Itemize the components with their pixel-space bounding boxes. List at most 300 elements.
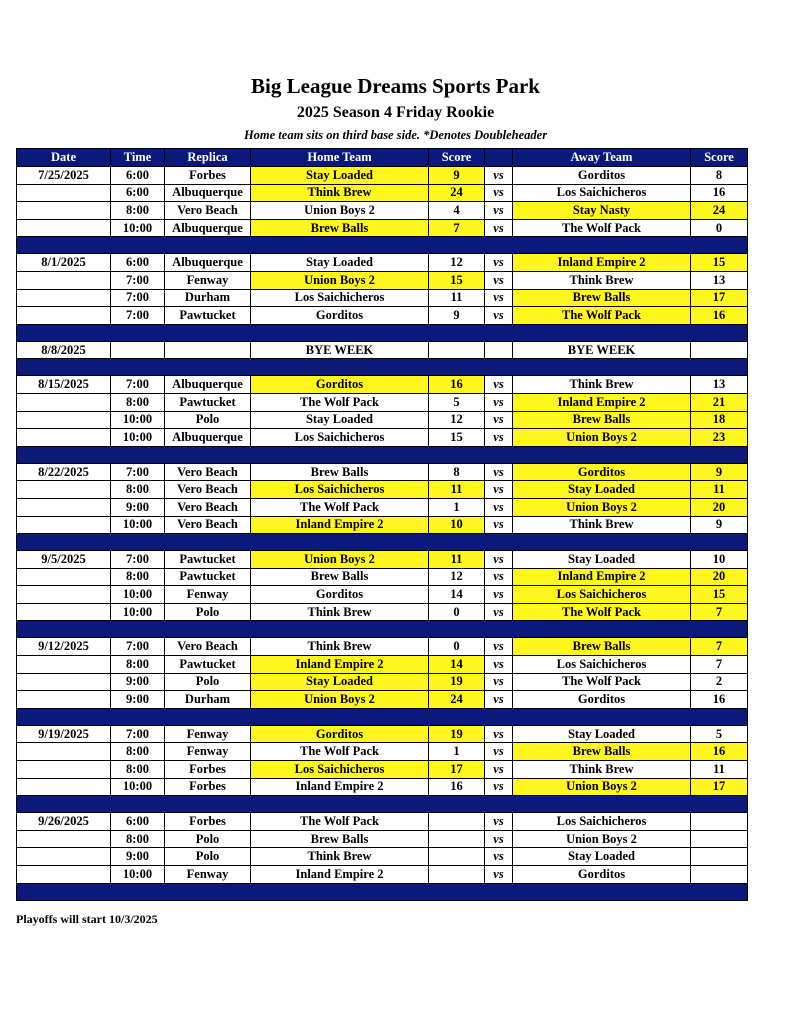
week-separator <box>17 883 748 900</box>
header-home-team: Home Team <box>251 149 429 167</box>
time-cell: 8:00 <box>111 830 165 848</box>
away-team-cell: Los Saichicheros <box>513 813 691 831</box>
away-team-cell: The Wolf Pack <box>513 603 691 621</box>
away-score-cell: 9 <box>691 516 748 534</box>
date-cell <box>17 481 111 499</box>
vs-cell: vs <box>485 778 513 796</box>
game-row <box>17 254 748 272</box>
home-score-cell: 24 <box>429 691 485 709</box>
away-score-cell: 11 <box>691 481 748 499</box>
home-team-cell: Los Saichicheros <box>251 761 429 779</box>
home-team-cell: Inland Empire 2 <box>251 656 429 674</box>
home-team-cell: BYE WEEK <box>251 341 429 359</box>
time-cell: 10:00 <box>111 586 165 604</box>
header-home-score: Score <box>429 149 485 167</box>
game-row <box>17 551 748 569</box>
away-score-cell: 8 <box>691 167 748 185</box>
home-score-cell: 16 <box>429 778 485 796</box>
vs-cell: vs <box>485 307 513 325</box>
date-cell <box>17 848 111 866</box>
page-title: Big League Dreams Sports Park <box>251 74 540 98</box>
time-cell: 7:00 <box>111 376 165 394</box>
vs-cell: vs <box>485 586 513 604</box>
vs-cell: vs <box>485 516 513 534</box>
away-score-cell: 13 <box>691 376 748 394</box>
game-row <box>17 778 748 796</box>
replica-cell: Vero Beach <box>165 481 251 499</box>
date-cell: 8/8/2025 <box>17 341 111 359</box>
game-row <box>17 743 748 761</box>
away-score-cell: 20 <box>691 498 748 516</box>
replica-cell: Fenway <box>165 586 251 604</box>
separator-cell <box>17 534 748 551</box>
date-cell: 8/1/2025 <box>17 254 111 272</box>
game-row <box>17 498 748 516</box>
time-cell: 9:00 <box>111 498 165 516</box>
replica-cell: Polo <box>165 673 251 691</box>
game-row <box>17 307 748 325</box>
home-score-cell: 15 <box>429 429 485 447</box>
time-cell: 8:00 <box>111 568 165 586</box>
away-score-cell: 11 <box>691 761 748 779</box>
vs-cell: vs <box>485 219 513 237</box>
game-row <box>17 202 748 220</box>
date-cell <box>17 271 111 289</box>
game-row <box>17 411 748 429</box>
away-team-cell: Stay Loaded <box>513 481 691 499</box>
time-cell: 8:00 <box>111 481 165 499</box>
vs-cell: vs <box>485 551 513 569</box>
date-cell <box>17 516 111 534</box>
away-score-cell: 13 <box>691 271 748 289</box>
vs-cell: vs <box>485 848 513 866</box>
game-row <box>17 184 748 202</box>
vs-cell: vs <box>485 866 513 884</box>
home-team-cell: Los Saichicheros <box>251 481 429 499</box>
date-cell <box>17 429 111 447</box>
away-score-cell <box>691 830 748 848</box>
away-team-cell: Stay Loaded <box>513 551 691 569</box>
date-cell: 9/12/2025 <box>17 638 111 656</box>
game-row <box>17 603 748 621</box>
game-row <box>17 463 748 481</box>
game-row <box>17 866 748 884</box>
home-score-cell <box>429 830 485 848</box>
game-row <box>17 761 748 779</box>
game-row <box>17 289 748 307</box>
header-away-team: Away Team <box>513 149 691 167</box>
week-separator <box>17 534 748 551</box>
vs-cell: vs <box>485 673 513 691</box>
week-separator <box>17 796 748 813</box>
time-cell: 9:00 <box>111 848 165 866</box>
game-row <box>17 516 748 534</box>
header-replica: Replica <box>165 149 251 167</box>
away-score-cell: 7 <box>691 656 748 674</box>
home-team-cell: Brew Balls <box>251 568 429 586</box>
away-team-cell: Gorditos <box>513 463 691 481</box>
replica-cell: Polo <box>165 603 251 621</box>
away-team-cell: Think Brew <box>513 761 691 779</box>
vs-cell: vs <box>485 761 513 779</box>
header-away-score: Score <box>691 149 748 167</box>
away-team-cell: The Wolf Pack <box>513 307 691 325</box>
away-team-cell: Union Boys 2 <box>513 498 691 516</box>
home-team-cell: Brew Balls <box>251 463 429 481</box>
home-score-cell: 19 <box>429 673 485 691</box>
home-team-cell: Inland Empire 2 <box>251 516 429 534</box>
away-score-cell: 7 <box>691 638 748 656</box>
away-score-cell <box>691 848 748 866</box>
home-score-cell: 11 <box>429 551 485 569</box>
home-team-cell: Stay Loaded <box>251 254 429 272</box>
time-cell: 8:00 <box>111 202 165 220</box>
header-vs <box>485 149 513 167</box>
home-score-cell: 12 <box>429 254 485 272</box>
home-score-cell <box>429 866 485 884</box>
home-team-cell: Brew Balls <box>251 830 429 848</box>
replica-cell: Albuquerque <box>165 429 251 447</box>
vs-cell: vs <box>485 254 513 272</box>
home-score-cell <box>429 341 485 359</box>
vs-cell: vs <box>485 393 513 411</box>
date-cell <box>17 393 111 411</box>
time-cell: 10:00 <box>111 219 165 237</box>
replica-cell: Vero Beach <box>165 516 251 534</box>
vs-cell: vs <box>485 656 513 674</box>
home-team-cell: The Wolf Pack <box>251 498 429 516</box>
date-cell: 9/19/2025 <box>17 725 111 743</box>
time-cell: 8:00 <box>111 761 165 779</box>
replica-cell: Albuquerque <box>165 184 251 202</box>
home-team-cell: Union Boys 2 <box>251 551 429 569</box>
separator-cell <box>17 883 748 900</box>
home-team-cell: Los Saichicheros <box>251 289 429 307</box>
time-cell: 6:00 <box>111 184 165 202</box>
home-team-cell: Union Boys 2 <box>251 202 429 220</box>
replica-cell: Albuquerque <box>165 376 251 394</box>
time-cell: 7:00 <box>111 638 165 656</box>
separator-cell <box>17 621 748 638</box>
replica-cell: Fenway <box>165 271 251 289</box>
time-cell: 6:00 <box>111 167 165 185</box>
replica-cell: Fenway <box>165 725 251 743</box>
home-score-cell: 4 <box>429 202 485 220</box>
header-row <box>17 149 748 167</box>
away-score-cell: 10 <box>691 551 748 569</box>
home-score-cell: 0 <box>429 603 485 621</box>
vs-cell: vs <box>485 202 513 220</box>
home-team-cell: The Wolf Pack <box>251 393 429 411</box>
home-score-cell: 7 <box>429 219 485 237</box>
away-score-cell: 16 <box>691 307 748 325</box>
home-score-cell: 14 <box>429 656 485 674</box>
game-row <box>17 341 748 359</box>
time-cell: 7:00 <box>111 289 165 307</box>
replica-cell: Polo <box>165 848 251 866</box>
home-score-cell <box>429 848 485 866</box>
home-team-cell: Think Brew <box>251 848 429 866</box>
date-cell <box>17 202 111 220</box>
away-team-cell: Los Saichicheros <box>513 586 691 604</box>
replica-cell: Vero Beach <box>165 498 251 516</box>
replica-cell: Durham <box>165 289 251 307</box>
home-score-cell: 10 <box>429 516 485 534</box>
away-team-cell: Inland Empire 2 <box>513 393 691 411</box>
away-team-cell: Gorditos <box>513 866 691 884</box>
date-cell <box>17 656 111 674</box>
time-cell: 8:00 <box>111 743 165 761</box>
home-team-cell: Gorditos <box>251 725 429 743</box>
time-cell: 7:00 <box>111 725 165 743</box>
home-team-cell: The Wolf Pack <box>251 743 429 761</box>
away-score-cell: 17 <box>691 778 748 796</box>
replica-cell: Fenway <box>165 743 251 761</box>
away-team-cell: Union Boys 2 <box>513 778 691 796</box>
date-cell <box>17 586 111 604</box>
home-score-cell: 15 <box>429 271 485 289</box>
time-cell: 8:00 <box>111 393 165 411</box>
home-team-cell: The Wolf Pack <box>251 813 429 831</box>
home-score-cell: 9 <box>429 167 485 185</box>
replica-cell: Pawtucket <box>165 393 251 411</box>
away-team-cell: Brew Balls <box>513 411 691 429</box>
week-separator <box>17 324 748 341</box>
away-score-cell: 9 <box>691 463 748 481</box>
vs-cell: vs <box>485 743 513 761</box>
time-cell: 10:00 <box>111 866 165 884</box>
home-score-cell: 8 <box>429 463 485 481</box>
away-team-cell: The Wolf Pack <box>513 673 691 691</box>
date-cell: 8/15/2025 <box>17 376 111 394</box>
date-cell <box>17 691 111 709</box>
home-team-cell: Think Brew <box>251 603 429 621</box>
game-row <box>17 167 748 185</box>
time-cell: 8:00 <box>111 656 165 674</box>
away-score-cell: 23 <box>691 429 748 447</box>
away-score-cell: 21 <box>691 393 748 411</box>
game-row <box>17 568 748 586</box>
replica-cell: Albuquerque <box>165 219 251 237</box>
replica-cell: Polo <box>165 830 251 848</box>
time-cell: 7:00 <box>111 463 165 481</box>
vs-cell: vs <box>485 481 513 499</box>
date-cell <box>17 830 111 848</box>
away-team-cell: Stay Loaded <box>513 848 691 866</box>
time-cell: 10:00 <box>111 603 165 621</box>
game-row <box>17 586 748 604</box>
date-cell <box>17 184 111 202</box>
date-cell <box>17 219 111 237</box>
date-cell <box>17 289 111 307</box>
time-cell: 10:00 <box>111 411 165 429</box>
replica-cell: Vero Beach <box>165 463 251 481</box>
game-row <box>17 481 748 499</box>
home-team-cell: Brew Balls <box>251 219 429 237</box>
away-score-cell: 15 <box>691 254 748 272</box>
away-team-cell: Union Boys 2 <box>513 830 691 848</box>
separator-cell <box>17 324 748 341</box>
home-score-cell: 16 <box>429 376 485 394</box>
away-score-cell: 18 <box>691 411 748 429</box>
away-team-cell: Stay Nasty <box>513 202 691 220</box>
vs-cell: vs <box>485 830 513 848</box>
home-team-cell: Inland Empire 2 <box>251 866 429 884</box>
date-cell <box>17 866 111 884</box>
vs-cell: vs <box>485 498 513 516</box>
home-team-cell: Stay Loaded <box>251 411 429 429</box>
home-team-cell: Gorditos <box>251 376 429 394</box>
away-score-cell: 16 <box>691 184 748 202</box>
away-team-cell: Think Brew <box>513 516 691 534</box>
home-score-cell: 5 <box>429 393 485 411</box>
game-row <box>17 219 748 237</box>
vs-cell: vs <box>485 603 513 621</box>
game-row <box>17 429 748 447</box>
vs-cell: vs <box>485 638 513 656</box>
replica-cell: Forbes <box>165 778 251 796</box>
away-team-cell: Inland Empire 2 <box>513 568 691 586</box>
header-date: Date <box>17 149 111 167</box>
away-team-cell: Brew Balls <box>513 289 691 307</box>
vs-cell: vs <box>485 184 513 202</box>
away-score-cell <box>691 866 748 884</box>
vs-cell <box>485 341 513 359</box>
vs-cell: vs <box>485 429 513 447</box>
replica-cell: Albuquerque <box>165 254 251 272</box>
date-cell <box>17 568 111 586</box>
date-cell <box>17 743 111 761</box>
replica-cell: Forbes <box>165 813 251 831</box>
home-score-cell: 17 <box>429 761 485 779</box>
away-team-cell: Inland Empire 2 <box>513 254 691 272</box>
vs-cell: vs <box>485 568 513 586</box>
away-team-cell: Los Saichicheros <box>513 184 691 202</box>
home-team-cell: Think Brew <box>251 638 429 656</box>
home-score-cell: 14 <box>429 586 485 604</box>
away-score-cell <box>691 341 748 359</box>
away-score-cell: 7 <box>691 603 748 621</box>
vs-cell: vs <box>485 376 513 394</box>
game-row <box>17 691 748 709</box>
away-team-cell: Stay Loaded <box>513 725 691 743</box>
time-cell <box>111 341 165 359</box>
playoffs-note: Playoffs will start 10/3/2025 <box>16 912 158 926</box>
away-score-cell: 20 <box>691 568 748 586</box>
home-team-cell: Stay Loaded <box>251 167 429 185</box>
replica-cell: Vero Beach <box>165 638 251 656</box>
home-team-cell: Stay Loaded <box>251 673 429 691</box>
time-cell: 7:00 <box>111 551 165 569</box>
away-team-cell: Brew Balls <box>513 743 691 761</box>
week-separator <box>17 708 748 725</box>
home-score-cell: 12 <box>429 411 485 429</box>
away-team-cell: The Wolf Pack <box>513 219 691 237</box>
date-cell <box>17 498 111 516</box>
time-cell: 9:00 <box>111 673 165 691</box>
time-cell: 7:00 <box>111 271 165 289</box>
separator-cell <box>17 237 748 254</box>
replica-cell: Forbes <box>165 167 251 185</box>
home-team-cell: Los Saichicheros <box>251 429 429 447</box>
date-cell <box>17 673 111 691</box>
replica-cell: Pawtucket <box>165 307 251 325</box>
date-cell <box>17 307 111 325</box>
game-row <box>17 656 748 674</box>
time-cell: 7:00 <box>111 307 165 325</box>
replica-cell: Pawtucket <box>165 568 251 586</box>
time-cell: 6:00 <box>111 254 165 272</box>
away-score-cell: 24 <box>691 202 748 220</box>
replica-cell: Durham <box>165 691 251 709</box>
away-team-cell: Union Boys 2 <box>513 429 691 447</box>
date-cell: 9/26/2025 <box>17 813 111 831</box>
game-row <box>17 813 748 831</box>
replica-cell: Polo <box>165 411 251 429</box>
separator-cell <box>17 359 748 376</box>
away-score-cell: 15 <box>691 586 748 604</box>
time-cell: 9:00 <box>111 691 165 709</box>
home-team-cell: Inland Empire 2 <box>251 778 429 796</box>
vs-cell: vs <box>485 813 513 831</box>
away-score-cell: 17 <box>691 289 748 307</box>
vs-cell: vs <box>485 691 513 709</box>
replica-cell: Pawtucket <box>165 656 251 674</box>
separator-cell <box>17 446 748 463</box>
home-score-cell: 1 <box>429 743 485 761</box>
away-score-cell <box>691 813 748 831</box>
page-note: Home team sits on third base side. *Denotes Doubleheader <box>243 128 548 142</box>
schedule-body <box>17 167 748 901</box>
away-score-cell: 5 <box>691 725 748 743</box>
home-score-cell <box>429 813 485 831</box>
time-cell: 10:00 <box>111 778 165 796</box>
date-cell <box>17 411 111 429</box>
away-team-cell: Gorditos <box>513 691 691 709</box>
game-row <box>17 638 748 656</box>
away-score-cell: 16 <box>691 743 748 761</box>
away-score-cell: 16 <box>691 691 748 709</box>
away-team-cell: Gorditos <box>513 167 691 185</box>
vs-cell: vs <box>485 167 513 185</box>
game-row <box>17 393 748 411</box>
home-score-cell: 11 <box>429 289 485 307</box>
game-row <box>17 848 748 866</box>
page-subtitle: 2025 Season 4 Friday Rookie <box>296 104 495 121</box>
replica-cell: Pawtucket <box>165 551 251 569</box>
vs-cell: vs <box>485 411 513 429</box>
vs-cell: vs <box>485 725 513 743</box>
game-row <box>17 271 748 289</box>
week-separator <box>17 446 748 463</box>
home-team-cell: Gorditos <box>251 307 429 325</box>
date-cell <box>17 603 111 621</box>
schedule-table <box>16 148 748 901</box>
week-separator <box>17 621 748 638</box>
home-team-cell: Union Boys 2 <box>251 691 429 709</box>
date-cell: 9/5/2025 <box>17 551 111 569</box>
replica-cell: Fenway <box>165 866 251 884</box>
away-team-cell: Los Saichicheros <box>513 656 691 674</box>
time-cell: 10:00 <box>111 516 165 534</box>
header-time: Time <box>111 149 165 167</box>
home-score-cell: 19 <box>429 725 485 743</box>
game-row <box>17 830 748 848</box>
home-score-cell: 11 <box>429 481 485 499</box>
separator-cell <box>17 796 748 813</box>
away-score-cell: 0 <box>691 219 748 237</box>
game-row <box>17 673 748 691</box>
